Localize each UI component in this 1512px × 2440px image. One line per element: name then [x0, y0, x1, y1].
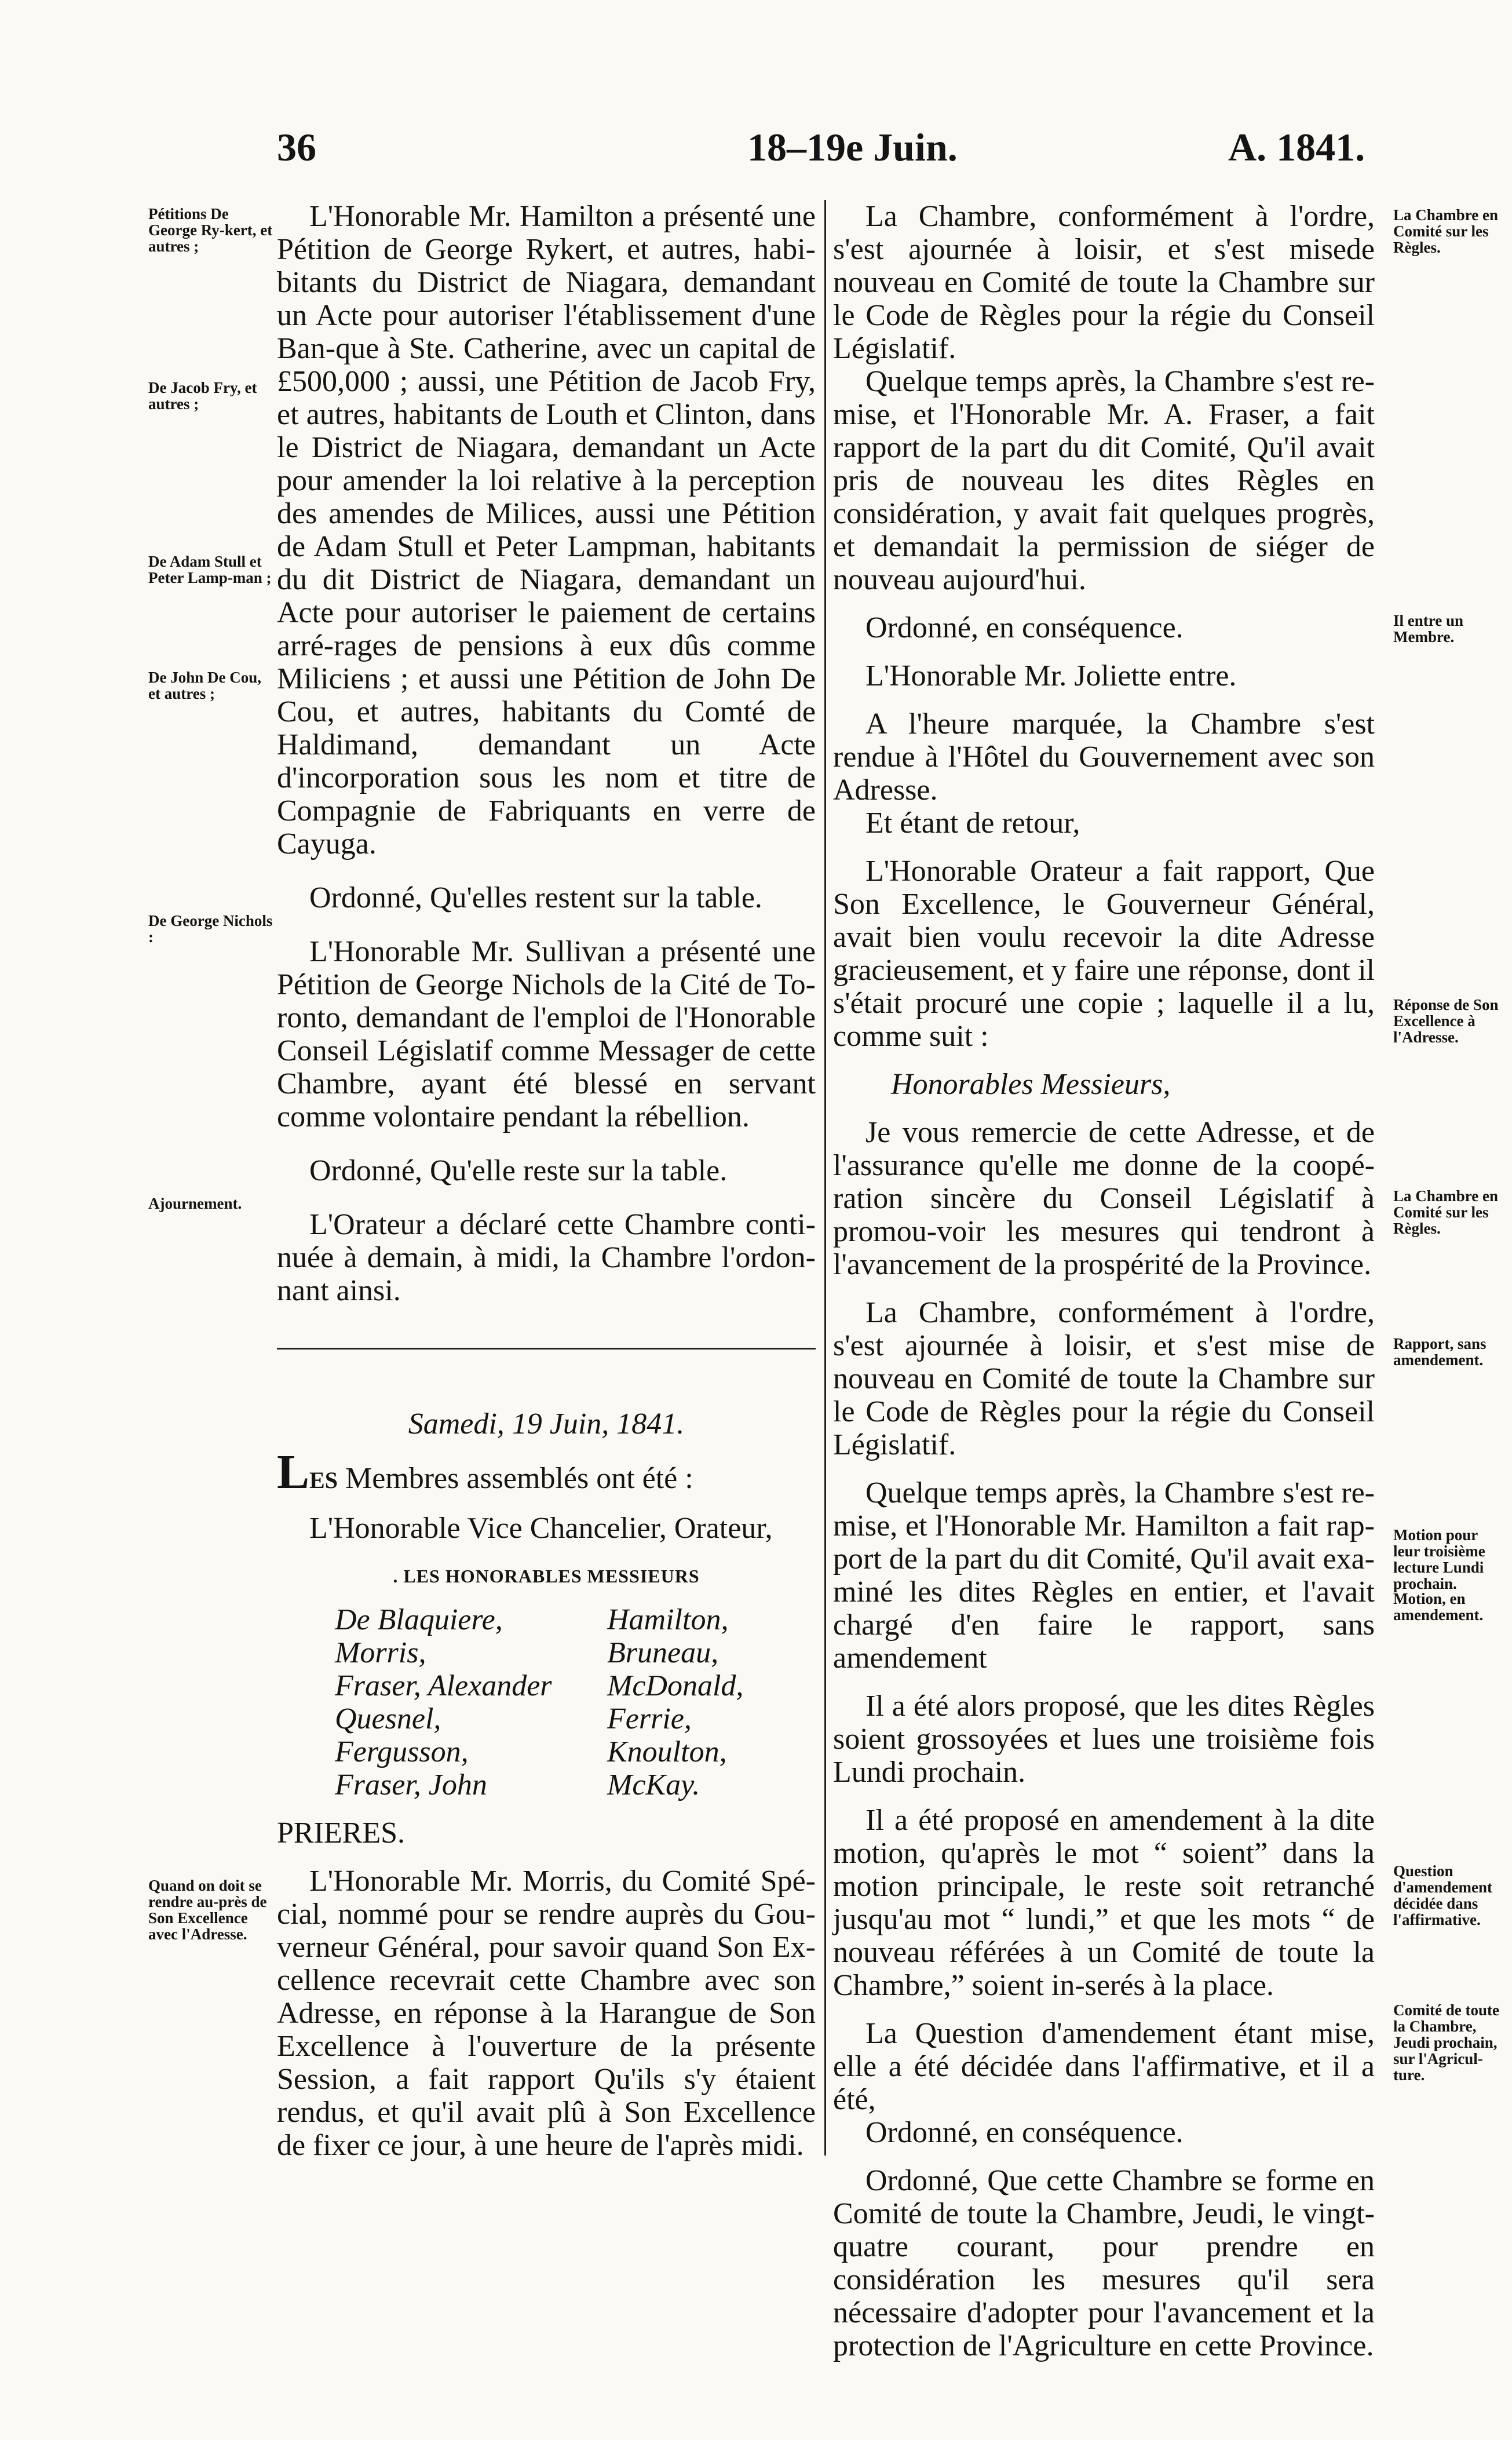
member-name: Quesnel,: [335, 1702, 441, 1735]
paragraph: Quelque temps après, la Chambre s'est re-mise, et l'Honorable Mr. A. Fraser, a fait rapport de la part du dit Comité, Qu'il avait pris de nouveau les dites Règles en considération, y avait fait quelques progrès, et demandait la permission de siéger de nouveau aujourd'hui.: [833, 365, 1375, 596]
salutation: Honorables Messieurs,: [891, 1068, 1171, 1101]
margin-note: Pétitions De George Ry-kert, et autres ;: [148, 205, 273, 255]
paragraph: Je vous remercie de cette Adresse, et de l'assurance qu'elle me donne de la coopé-ration sincère du Conseil Législatif à promou-voir les mesures qui tendront à l'avancement de la prospérité de la Province.: [833, 1116, 1375, 1281]
paragraph: L'Orateur a déclaré cette Chambre conti-nuée à demain, à midi, la Chambre l'ordon-nant ainsi.: [277, 1208, 816, 1307]
paragraph: La Question d'amendement étant mise, elle a été décidée dans l'affirmative, et il a été,: [833, 2017, 1375, 2116]
paragraph: Ordonné, en conséquence.: [865, 2116, 1184, 2149]
paragraph: L'Honorable Mr. Sullivan a présenté une Pétition de George Nichols de la Cité de To-ronto, demandant de l'emploi de l'Honorable Conseil Législatif comme Messager de cette Chambre, ayant été blessé en servant comme volontaire pendant la rébellion.: [277, 935, 816, 1133]
member-name: Ferrie,: [607, 1702, 692, 1735]
page-number: 36: [277, 125, 316, 169]
margin-note: Il entre un Membre.: [1393, 612, 1464, 645]
drop-cap: L: [277, 1445, 310, 1499]
paragraph: L'Honorable Vice Chancelier, Orateur,: [309, 1512, 773, 1545]
member-name: Fergusson,: [335, 1735, 469, 1768]
margin-note: Réponse de Son Excellence à l'Adresse.: [1393, 996, 1499, 1046]
member-name: Fraser, John: [335, 1768, 487, 1801]
margin-note: Ajournement.: [148, 1195, 242, 1212]
small-caps: ES: [309, 1467, 338, 1493]
member-name: De Blaquiere,: [335, 1603, 503, 1636]
margin-note: De John De Cou, et autres ;: [148, 669, 262, 702]
paragraph: Et étant de retour,: [865, 807, 1080, 840]
column-divider: [824, 200, 826, 2155]
paragraph: L'Honorable Mr. Hamilton a présenté une Pétition de George Rykert, et autres, habi-bitants du District de Niagara, demandant un Acte pour autoriser l'établissement d'une Ban-que à Ste. Catherine, avec un capital de £500,000 ; aussi, une Pétition de Jacob Fry, et autres, habitants de Louth et Clinton, dans le District de Niagara, demandant un Acte pour amender la loi relative à la perception des amendes de Milices, aussi une Pétition de Adam Stull et Peter Lampman, habitants du dit District de Niagara, demandant un Acte pour autoriser le paiement de certains arré-rages de pensions à eux dûs comme Miliciens ; et aussi une Pétition de John De Cou, et autres, habitants du Comté de Haldimand, demandant un Acte d'incorporation sous les nom et titre de Compagnie de Fabriquants en verre de Cayuga.: [277, 200, 816, 860]
section-rule: [277, 1348, 816, 1350]
margin-note: Comité de toute la Chambre, Jeudi prochain, sur l'Agricul-ture.: [1393, 2001, 1499, 2084]
member-name: Fraser, Alexander: [335, 1669, 552, 1702]
left-column: [277, 200, 816, 2177]
member-name: Knoulton,: [607, 1735, 727, 1768]
margin-note: Question d'amendement décidée dans l'affirmative.: [1393, 1862, 1492, 1928]
margin-note: Rapport, sans amendement.: [1393, 1335, 1487, 1369]
margin-note: De Adam Stull et Peter Lamp-man ;: [148, 553, 272, 586]
paragraph: La Chambre, conformément à l'ordre, s'est ajournée à loisir, et s'est misede nouveau en Comité de toute la Chambre sur le Code de Règles pour la régie du Conseil Législatif.: [833, 200, 1375, 365]
margin-note: Motion, en amendement.: [1393, 1590, 1484, 1624]
members-text: Membres assemblés ont été :: [345, 1462, 693, 1495]
margin-note: De George Nichols :: [148, 912, 273, 946]
paragraph: L'Honorable Mr. Morris, du Comité Spé-cial, nommé pour se rendre auprès du Gou-verneur Général, pour savoir quand Son Ex-cellence recevrait cette Chambre avec son Adresse, en réponse à la Harangue de Son Excellence à l'ouverture de la présente Session, a fait rapport Qu'ils s'y étaient rendus, et qu'il avait plû à Son Excellence de fixer ce jour, à une heure de l'après midi.: [277, 1865, 816, 2162]
paragraph: Ordonné, Que cette Chambre se forme en Comité de toute la Chambre, Jeudi, le vingt-quatre courant, pour prendre en considération les mesures qu'il sera nécessaire d'adopter pour l'avancement et la protection de l'Agriculture en cette Province.: [833, 2164, 1375, 2362]
paragraph: Ordonné, Qu'elle reste sur la table.: [309, 1154, 728, 1187]
paragraph: La Chambre, conformément à l'ordre, s'est ajournée à loisir, et s'est mise de nouveau en Comité de toute la Chambre sur le Code de Règles pour la régie du Conseil Législatif.: [833, 1296, 1375, 1461]
paragraph: Il a été alors proposé, que les dites Règles soient grossoyées et lues une troisième fois Lundi prochain.: [833, 1690, 1375, 1789]
honorables-heading: . LES HONORABLES MESSIEURS: [393, 1566, 700, 1586]
section-date: Samedi, 19 Juin, 1841.: [408, 1407, 685, 1440]
member-name: Hamilton,: [607, 1603, 729, 1636]
paragraph: Ordonné, Qu'elles restent sur la table.: [309, 881, 762, 914]
running-year: A. 1841.: [1228, 125, 1365, 169]
member-name: McDonald,: [607, 1669, 744, 1702]
paragraph: Il a été proposé en amendement à la dite motion, qu'après le mot “ soient” dans la motion principale, le reste soit retranché jusqu'au mot “ lundi,” et que les mots “ de nouveau référées à un Comité de toute la Chambre,” soient in-serés à la place.: [833, 1804, 1375, 2002]
margin-note: La Chambre en Comité sur les Règles.: [1393, 206, 1499, 256]
paragraph: Ordonné, en conséquence.: [865, 611, 1184, 644]
right-column: [833, 200, 1375, 2377]
paragraph: Quelque temps après, la Chambre s'est re-mise, et l'Honorable Mr. Hamilton a fait rap-port de la part du dit Comité, Qu'il avait exa-miné les dites Règles en entier, et l'avait chargé d'en faire le rapport, sans amendement: [833, 1476, 1375, 1675]
paragraph: L'Honorable Orateur a fait rapport, Que Son Excellence, le Gouverneur Général, avait bien voulu recevoir la dite Adresse gracieusement, et y faire une réponse, dont il s'était procuré une copie ; laquelle il a lu, comme suit :: [833, 855, 1375, 1053]
margin-note: De Jacob Fry, et autres ;: [148, 379, 257, 413]
prayers-heading: PRIERES.: [277, 1817, 406, 1850]
members-list: [277, 1603, 816, 1801]
margin-note: Motion pour leur troisième lecture Lundi prochain.: [1393, 1526, 1485, 1592]
margin-note: La Chambre en Comité sur les Règles.: [1393, 1187, 1499, 1237]
margin-note: Quand on doit se rendre au-près de Son Excellence avec l'Adresse.: [148, 1877, 267, 1943]
member-name: McKay.: [607, 1768, 700, 1801]
member-name: Morris,: [335, 1636, 426, 1669]
paragraph: L'Honorable Mr. Joliette entre.: [865, 659, 1237, 692]
running-date: 18–19e Juin.: [747, 125, 958, 169]
member-name: Bruneau,: [607, 1636, 719, 1669]
paragraph: A l'heure marquée, la Chambre s'est rendue à l'Hôtel du Gouvernement avec son Adresse.: [833, 707, 1375, 807]
members-line: [277, 1445, 816, 1499]
